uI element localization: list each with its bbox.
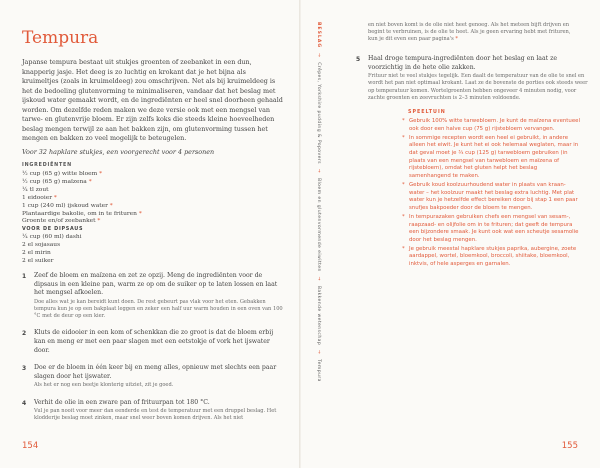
ingredient-item [22,250,172,258]
variation-item [402,214,580,244]
variation-text: Je gebruik meestal hapklare stukjes paprika, aubergine, zoete aardappel, wortel, bloemkool, broccoli, shiitake, bloemkool, inktvis, of hele asperges en garnalen. [409,245,577,268]
ingredient-text: ½ cup (65 g) maïzena [22,178,87,185]
step-text: Doe er de bloem in één keer bij en meng alles, opnieuw met slechts een paar slagen door het ijswater. [34,364,277,380]
bullet-star-icon: * [402,213,405,220]
ingredient-item [22,187,172,195]
ingredients-heading: INGREDIËNTEN [22,163,72,168]
footnote-star-icon: * [97,218,101,225]
running-header-sidebar [309,22,323,422]
bullet-star-icon: * [402,245,405,252]
breadcrumb-separator: → [316,53,321,58]
step-note: Vul je pan nooit voor meer dan eenderde en test de temperatuur met een druppel beslag. Het klodderije beslag moet zinken, maar snel weer boven komen drijven. Als het niet [34,408,277,422]
variation-text: In tempurazaken gebruiken chefs een mengsel van sesam-, raapzaad- en olijfolie om in te frituren; dat geeft de tempura een bijzondere smaak. Je kunt ook wat een scheutje sesamolie door het beslag mengen. [409,213,579,243]
ingredient-text: 2 el mirin [22,250,51,257]
bullet-star-icon: * [402,181,405,188]
ingredient-item [22,242,172,250]
ingredient-item [22,179,172,187]
ingredient-item [22,195,172,203]
variation-item [402,182,580,212]
variation-text: Gebruik koud koolzuurhoudend water in plaats van kraan-water – het koolzuur maakt het beslag extra luchtig. Met plat water kun je hetzelfde effect bereiken door bij stap 1 een paar snufjes bakpoeder door de bloem te mengen. [409,181,578,211]
ingredient-item [22,234,172,242]
step-1 [22,272,284,320]
running-header-text [316,22,321,382]
ingredient-item [22,171,172,179]
intro-paragraph: Japanse tempura bestaat uit stukjes groenten of zeebanket in een dun, knapperig jasje. Het deeg is zo luchtig en krokant dat je het bijna als kruimeltjes (zoals in kruimeldeeg) zou omschrijven. Net als bij kruimeldeeg is het de bedoeling glutenvorming te minimaliseren, vandaar dat het beslag met ijskoud water gemaakt wordt, en de ingrediënten er heel snel doorheen gehaald worden. Om dezelfde reden maken we deze versie ook met een mengsel van tarwe- en glutenvrije bloem. Er zijn zelfs koks die steeds kleine hoeveelheden beslag mengen terwijl ze aan het bakken zijn, om glutenvorming tussen het mengen en bakken zo veel mogelijk te beteugelen. [22,58,283,142]
step-text: Verhit de olie in een zware pan of frituurpan tot 180 °C. [34,398,210,406]
step-text: Haal droge tempura-ingrediënten door het beslag en laat ze voorzichtig in de hete olie zakken. [368,55,558,71]
ingredient-text: 2 el sojasaus [22,242,61,249]
breadcrumb-separator: → [316,168,321,174]
ingredient-text: VOOR DE DIPSAUS [22,226,84,233]
variation-text: Gebruik 100% witte tarwebloem. Je kunt de maïzena eventueel ook door een halve cup (75 g) rijstebloem vervangen. [409,118,580,132]
method-steps [22,272,284,432]
ingredient-text: 1 eidooier [22,194,53,201]
step-note: Doe alles wat je kan bereidt kunt doen. De rest gebeurt pas vlak voor het eten. Gebakken tempura kun je op een bakplaat leggen en zeker een half uur warm houden in een oven van 100 °C met de deur op een kier. [34,298,283,320]
ingredient-item [22,218,172,226]
section-label: BESLAG [316,22,321,49]
left-page [0,0,299,468]
continued-note-mark: * [455,36,458,43]
footnote-star-icon: * [53,194,57,201]
ingredient-text: 1 cup (240 ml) ijskoud water [22,202,108,209]
step-number: 3 [22,365,27,373]
variations-heading: SPEELTUIN [408,110,446,115]
breadcrumb-part-4: Tempura [316,359,321,382]
ingredient-text: Groente en/of zeebanket [22,218,96,225]
breadcrumb-part-3: Bakkende wetenschap [316,285,321,346]
variation-item [402,246,580,269]
serving-info: Voor 32 hapklare stukjes, een voorgerecht voor 4 personen [22,148,215,156]
step-2 [22,329,284,355]
step-number: 4 [22,399,27,407]
variation-item [402,118,580,133]
ingredient-text: ¼ tl zout [22,186,49,193]
ingredient-text: ¼ cup (60 ml) dashi [22,234,82,241]
footnote-star-icon: * [138,210,142,217]
footnote-star-icon: * [99,171,103,177]
page-number-left: 154 [22,441,39,451]
ingredient-item [22,203,172,211]
step-5 [356,55,592,102]
recipe-title: Tempura [22,28,99,48]
variations-box [402,110,580,270]
page-number-right: 155 [561,441,578,451]
bullet-star-icon: * [402,118,405,124]
step-text: Kluts de eidooier in een kom of schenkkan die zo groot is dat de bloem erbij kan en meng er met een paar slagen met een eetstokje of vork het ijswater door. [34,329,274,354]
step-number: 2 [22,330,27,338]
step-text: Zeef de bloem en maïzena en zet ze opzij. Meng de ingrediënten voor de dipsaus in een kleine pan, warm ze op om de suiker op te laten lossen en laat het mengsel afkoelen. [34,272,278,297]
footnote-star-icon: * [109,202,113,209]
ingredients-list [22,171,172,266]
variation-item [402,135,580,181]
ingredient-item [22,258,172,266]
footnote-star-icon: * [88,178,92,185]
breadcrumb-separator: → [316,350,321,355]
ingredient-text: Plantaardige bakolie, om in te frituren [22,210,137,217]
step-note: Frituur niet te veel stukjes tegelijk. Een daalt de temperatuur van de olie te snel en wordt het pan niet optimaal krokant. Laat ze de bovenste de porties ook steeds weer op temperatuur komen. Wortelgroenten hebben ongeveer 4 minuten nodig, voor zachte groenten en zeevruchten is 2–3 minuten voldoende. [368,73,588,101]
variations-list [402,118,580,269]
ingredient-text: ½ cup (65 g) witte bloem [22,171,98,177]
ingredient-text: 2 el suiker [22,257,54,264]
step-4 [22,399,284,423]
step-number: 1 [22,273,27,280]
breadcrumb-separator: → [316,276,321,281]
variation-text: In sommige recepten wordt een heel ei gebruikt, in andere alleen het eiwit. Je kunt het ei ook helemaal weglaten, maar in dat geval moet je ¾ cup (125 g) tarwebloem gebruiken (in plaats van een mengsel van tarwebloem en maïzena of rijstebloem), omdat het gluten helpt het beslag samenhangend te maken. [409,134,579,179]
continued-note-text: en niet boven komt is de olie niet heet genoeg. Als het meteen bijft drijven en begint te verbruinen, is de olie te heet. Als je geen ervaring hebt met frituren, kun je dit even een paar pagina's [368,22,571,43]
right-page [301,0,600,468]
breadcrumb-part-2: Bloem en glutenvormende eiwitten [316,177,321,272]
continued-note [368,22,578,44]
bullet-star-icon: * [402,134,405,141]
step-3 [22,364,284,389]
step-number: 5 [356,56,361,63]
step-note: Als het er nog een beetje klonterig uitziet, zit je goed. [34,382,174,389]
ingredient-item [22,211,172,219]
breadcrumb-part-1: Crêpes, Yorkshire pudding & Popovers [316,62,321,164]
